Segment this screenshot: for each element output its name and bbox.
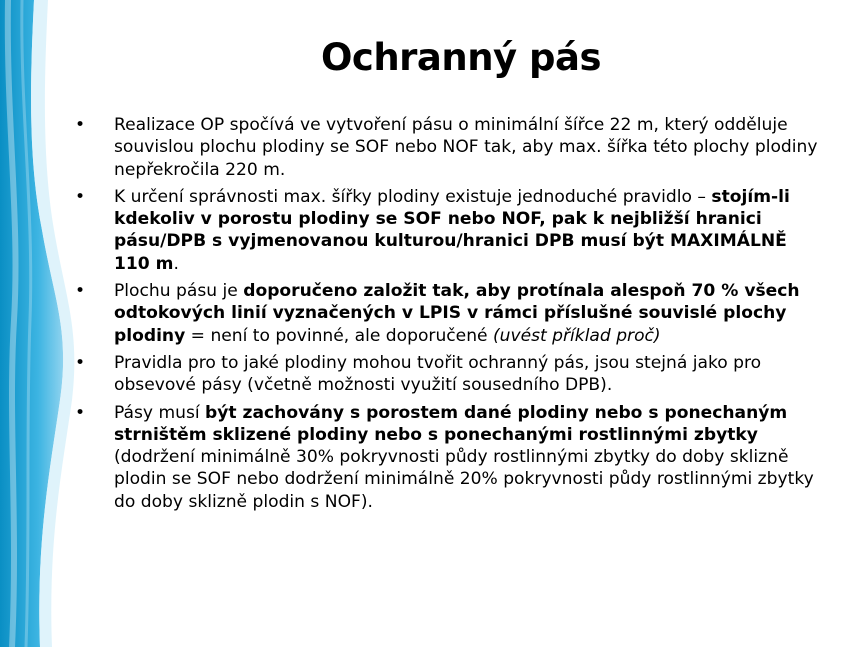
bullet-item bbox=[75, 186, 825, 275]
bullet-dot-icon: • bbox=[75, 115, 86, 135]
bullet-item bbox=[75, 352, 825, 397]
bullet-text-segment: Realizace OP spočívá ve vytvoření pásu o minimální šířce 22 m, který odděluje souvislou plochu plodiny se SOF nebo NOF tak, aby max. šířka této plochy plodiny nepřekročila 220 m. bbox=[114, 115, 818, 180]
bullet-dot-icon: • bbox=[75, 352, 86, 373]
bullet-text-segment: K určení správnosti max. šířky plodiny existuje jednoduché pravidlo – bbox=[114, 186, 712, 207]
bullet-text-segment: (uvést příklad proč) bbox=[492, 325, 661, 346]
bullet-text-segment: (dodržení minimálně 30% pokryvnosti půdy rostlinnými zbytky do doby sklizně plodin se SOF nebo dodržení minimálně 20% pokryvnosti půdy rostlinnými zbytky do doby sklizně plodin s NOF). bbox=[114, 447, 814, 512]
bullet-text-segment: doporučeno založit tak, aby protínala alespoň 70 % všech odtokových linií vyznačených v LPIS v rámci příslušné souvislé plochy plodiny bbox=[114, 281, 800, 346]
bullet-item bbox=[75, 280, 825, 347]
bullet-item bbox=[75, 114, 825, 181]
bullet-text-segment: . bbox=[173, 253, 179, 274]
bullet-text-segment: být zachovány s porostem dané plodiny nebo s ponechaným strništěm sklizené plodiny nebo s ponechanými rostlinnými zbytky bbox=[114, 402, 788, 445]
bullet-text-segment: Plochu pásu je bbox=[114, 281, 244, 302]
bullet-text-segment: Pravidla pro to jaké plodiny mohou tvořit ochranný pás, jsou stejná jako pro obsevové pásy (včetně možnosti využití sousedního DPB). bbox=[114, 352, 762, 396]
slide-title: Ochranný pás bbox=[320, 36, 602, 79]
bullet-dot-icon: • bbox=[75, 281, 86, 302]
bullet-dot-icon: • bbox=[75, 402, 86, 423]
bullet-list bbox=[75, 114, 825, 518]
bullet-text-segment: = není to povinné, ale doporučené bbox=[185, 325, 493, 346]
bullet-text-segment: stojím-li kdekoliv v porostu plodiny se SOF nebo NOF, pak k nejbližší hranici pásu/DPB s vyjmenovanou kulturou/hranici DPB musí být MAXIMÁLNĚ 110 m bbox=[114, 186, 790, 274]
bullet-text-segment: Pásy musí bbox=[114, 402, 206, 423]
decorative-wave-band bbox=[0, 0, 80, 647]
bullet-dot-icon: • bbox=[75, 186, 86, 207]
bullet-item bbox=[75, 402, 825, 513]
